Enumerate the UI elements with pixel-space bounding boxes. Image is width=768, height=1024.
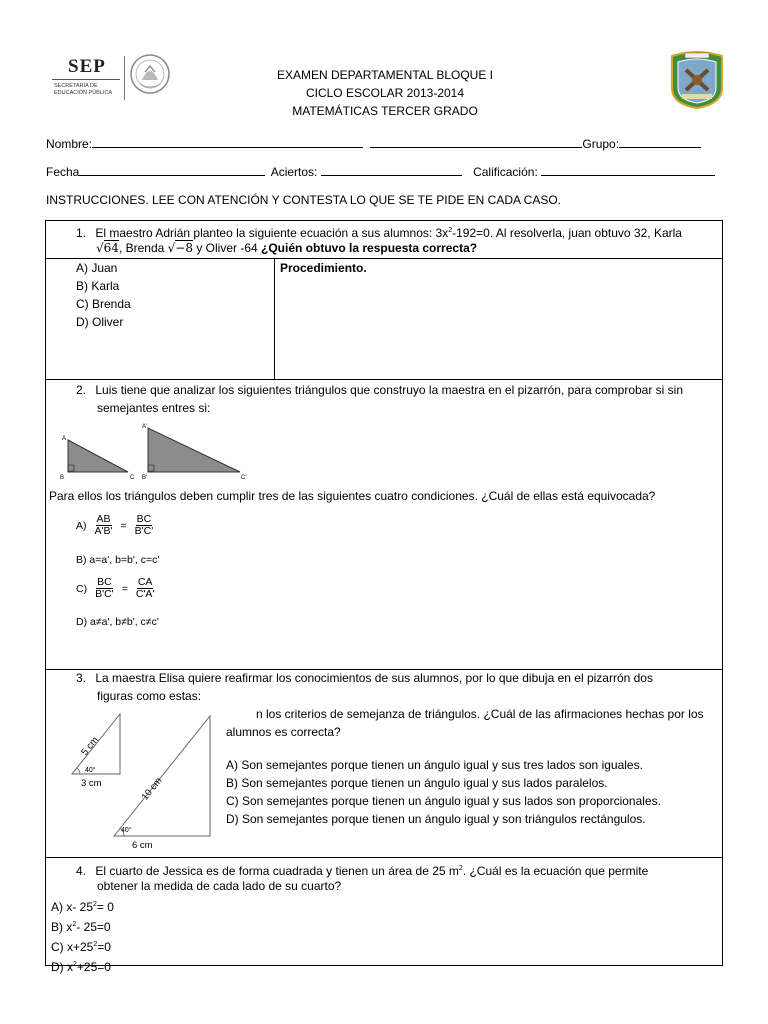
q2-text-line2: semejantes entres si:: [97, 401, 211, 415]
q3-text-line4: alumnos es correcta?: [226, 725, 341, 739]
q1-option-b[interactable]: B) Karla: [76, 279, 120, 293]
small-tri-hyp: 5 cm: [79, 734, 101, 758]
tri-label-b: B: [60, 475, 65, 480]
sep-logo-text: SEP: [68, 56, 106, 77]
sep-subtitle: SECRETARÍA DE EDUCACIÓN PÚBLICA: [54, 83, 113, 96]
q2-option-b[interactable]: B) a=a', b=b', c=c': [76, 554, 160, 566]
mexico-seal-icon: [128, 50, 172, 100]
q3-triangles-figure: [66, 708, 228, 852]
school-badge-icon: [668, 50, 726, 110]
q2-option-d[interactable]: D) a≠a', b≠b', c≠c': [76, 616, 159, 628]
exam-title-line1: EXAMEN DEPARTAMENTAL BLOQUE I: [276, 68, 494, 82]
exam-title-line3: MATEMÁTICAS TERCER GRADO: [292, 104, 478, 118]
q2-question: Para ellos los triángulos deben cumplir tres de las siguientes cuatro condiciones. ¿Cuál de ellas está equivocada?: [49, 489, 656, 503]
aciertos-label: Aciertos:: [270, 165, 318, 179]
q1-option-d[interactable]: D) Oliver: [76, 315, 124, 329]
sqrt-neg8: √−8: [167, 241, 193, 255]
nombre-field-extra[interactable]: [370, 136, 582, 148]
q2-number: 2.: [76, 383, 87, 397]
big-tri-angle: 40°: [121, 827, 132, 834]
sqrt-64: √64: [96, 241, 119, 255]
q4-option-b[interactable]: B) $x^2-$ 25=0: [51, 920, 111, 934]
q4-text: 4. El cuarto de Jessica es de forma cuadrada y tienen un área de 25 $m^2$. ¿Cuál es la ecuación que permite: [76, 864, 649, 878]
q2-text: 2. Luis tiene que analizar los siguientes triángulos que construyo la maestra en el pizarrón, para comprobar si sin: [76, 383, 684, 397]
nombre-field[interactable]: [92, 136, 363, 148]
q3-option-b[interactable]: B) Son semejantes porque tienen un ángulo igual y sus lados paralelos.: [226, 776, 608, 790]
q3-option-a[interactable]: A) Son semejantes porque tienen un ángulo igual y sus tres lados son iguales.: [226, 758, 643, 772]
q4-option-d[interactable]: D) $x^2+25=0$: [51, 960, 111, 974]
tri-label-a: A: [62, 436, 67, 442]
small-tri-base: 3 cm: [81, 778, 102, 789]
aciertos-field[interactable]: [321, 164, 462, 176]
fecha-field[interactable]: [79, 164, 265, 176]
q3-option-c[interactable]: C) Son semejantes porque tienen un ángulo igual y sus lados son proporcionales.: [226, 794, 661, 808]
grupo-label: Grupo:: [582, 137, 620, 151]
q4-option-a[interactable]: A) x- $25^2= 0$: [51, 900, 114, 914]
q4-option-c[interactable]: C) $x+25^2=0$: [51, 940, 111, 954]
q1-text-line2: √64, Brenda √−8 y Oliver -64 ¿Quién obtuvo la respuesta correcta?: [96, 241, 478, 255]
q3-option-d[interactable]: D) Son semejantes porque tienen un ángulo igual y son triángulos rectángulos.: [226, 812, 646, 826]
q1-procedure-area[interactable]: [275, 276, 721, 376]
q1-options: [76, 259, 131, 331]
small-tri-angle: 40°: [85, 767, 96, 774]
nombre-label: Nombre:: [46, 137, 93, 151]
q2-triangles-figure: [58, 422, 254, 480]
fecha-label: Fecha: [46, 165, 80, 179]
exam-title-line2: CICLO ESCOLAR 2013-2014: [305, 86, 465, 100]
tri-label-c: C: [130, 475, 135, 480]
tri-label-a-prime: A': [142, 424, 148, 430]
big-tri-hyp: 10 cm: [139, 775, 165, 803]
q1-option-a[interactable]: A) Juan: [76, 261, 118, 275]
q1-number: 1.: [76, 226, 87, 240]
q3-text-line3: n los criterios de semejanza de triángulos. ¿Cuál de las afirmaciones hechas por los: [256, 707, 704, 721]
q1-text: 1. El maestro Adrián planteo la siguiente ecuación a sus alumnos: $3x^2-192=0$. Al resolverla, juan obtuvo 32, Karla: [76, 226, 682, 240]
q4-number: 4.: [76, 864, 87, 878]
q3-options: [226, 756, 661, 828]
calificacion-label: Calificación:: [473, 165, 538, 179]
q4-options: [51, 896, 114, 976]
instructions: INSTRUCCIONES. LEE CON ATENCIÓN Y CONTESTA LO QUE SE TE PIDE EN CADA CASO.: [46, 193, 562, 207]
q1-option-c[interactable]: C) Brenda: [76, 297, 131, 311]
q2-option-c[interactable]: C) $\frac{BC}{B'C'}$ = $\frac{CA}{C'A'}$: [76, 576, 155, 600]
q3-text-line2: figuras como estas:: [97, 689, 202, 703]
q2-option-a[interactable]: A) $\frac{AB}{A'B'}$ = $\frac{BC}{B'C'}$: [76, 513, 154, 537]
exam-title: [240, 66, 530, 120]
q1-procedure-label: Procedimiento.: [280, 261, 367, 275]
calificacion-field[interactable]: [541, 164, 715, 176]
q3-text: 3. La maestra Elisa quiere reafirmar los conocimientos de sus alumnos, por lo que dibuja en el pizarrón dos: [76, 671, 653, 685]
fecha-row: [46, 164, 715, 179]
tri-label-b-prime: B': [142, 475, 148, 480]
big-tri-base: 6 cm: [132, 840, 153, 851]
tri-label-c-prime: C': [241, 475, 247, 480]
q3-number: 3.: [76, 671, 87, 685]
q4-text-line2: obtener la medida de cada lado de su cuarto?: [97, 879, 342, 893]
nombre-row: [46, 136, 701, 151]
grupo-field[interactable]: [619, 136, 701, 148]
